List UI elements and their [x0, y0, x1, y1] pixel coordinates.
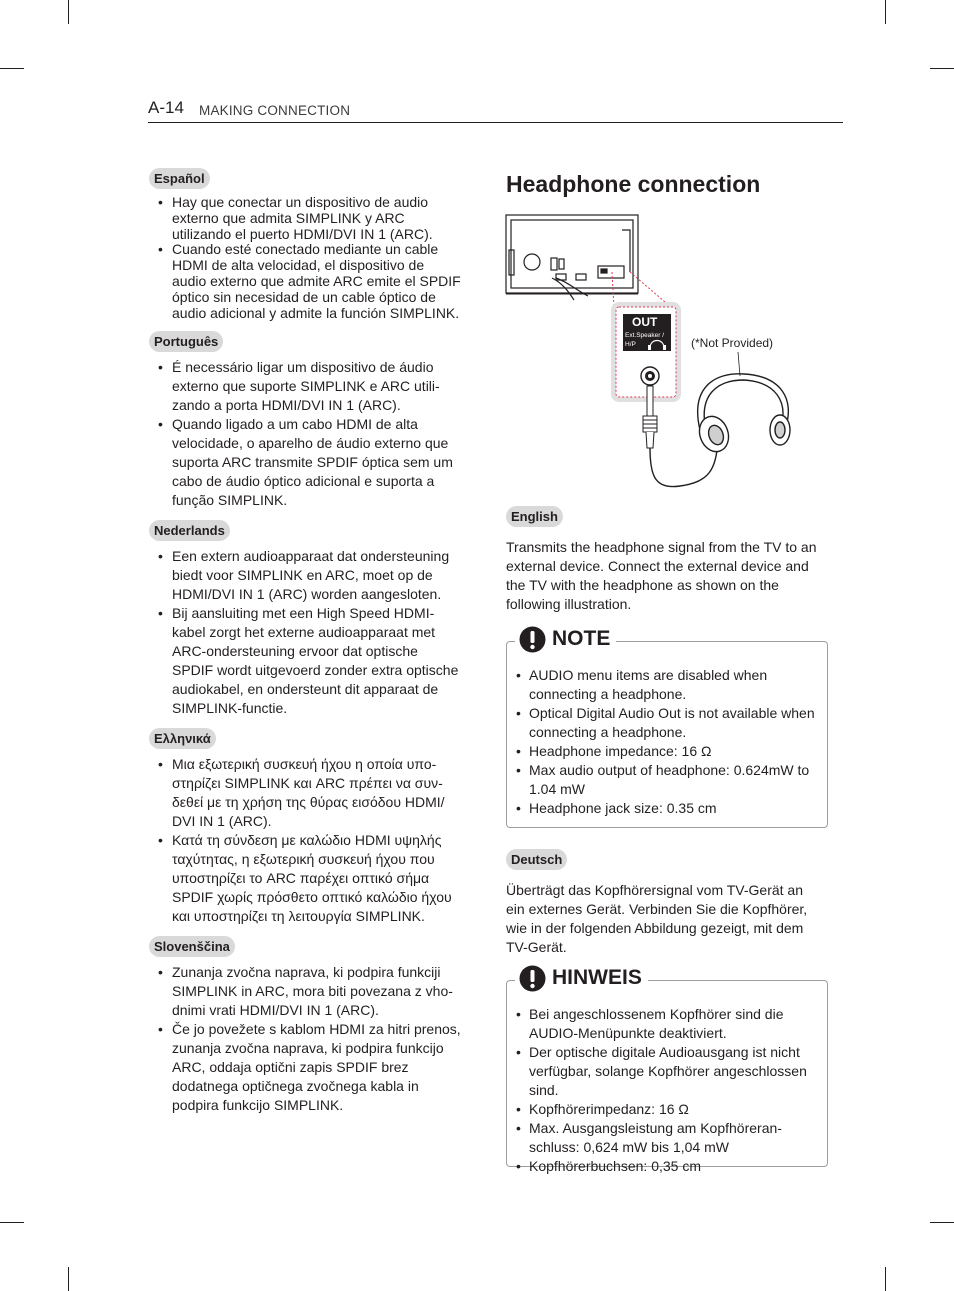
headphone-illustration — [695, 374, 790, 456]
headphone-connection-diagram — [504, 212, 804, 497]
note-item: • Headphone impedance: 16 Ω — [507, 742, 819, 761]
not-provided-label: (*Not Provided) — [691, 336, 774, 350]
list-item: • Če jo povežete s kablom HDMI za hitri prenos, zunanja zvočna naprava, ki podpira funkcijo ARC, oddaja optični zapis SPDIF brez dodatnega optičnega zvočnega kabla in podpira funkcijo SIMPLINK. — [149, 1020, 461, 1115]
lang-tag: Ελληνικά — [149, 728, 216, 749]
crop-mark — [930, 68, 954, 69]
note-item: • Max audio output of headphone: 0.624mW to 1.04 mW — [507, 761, 819, 799]
crop-mark — [68, 1267, 69, 1291]
tv-panel-illustration — [506, 215, 638, 300]
lang-tag: Português — [149, 331, 223, 352]
list-item: • Quando ligado a um cabo HDMI de alta velocidade, o aparelho de áudio externo que suporta ARC transmite SPDIF óptica sem um cabo de áudio óptico adicional e suporta a função SIMPLINK. — [149, 415, 461, 510]
lang-tag: Español — [149, 168, 210, 189]
page-number: A-14 — [148, 98, 184, 117]
lang-block-el — [149, 728, 461, 926]
exclamation-icon — [519, 965, 546, 992]
left-column — [149, 168, 461, 1125]
list-item: • Zunanja zvočna naprava, ki podpira funkciji SIMPLINK in ARC, mora biti povezana z vho-dnimi vrati HDMI/DVI IN 1 (ARC). — [149, 963, 461, 1020]
list-item: • Μια εξωτερική συσκευή ήχου η οποία υπο-στηρίζει SIMPLINK και ARC πρέπει να συν-δεθεί με τη χρήση της θύρας εισόδου HDMI/ DVI IN 1 (ARC). — [149, 755, 461, 831]
note-header — [515, 624, 616, 654]
lang-tag-deutsch: Deutsch — [506, 849, 567, 870]
english-description: Transmits the headphone signal from the TV to an external device. Connect the external device and the TV with the headphone as shown on the following illustration. — [506, 539, 817, 612]
port-sublabel: Ext.Speaker / — [625, 332, 665, 339]
crop-mark — [885, 0, 886, 24]
note-item: • Kopfhörerimpedanz: 16 Ω — [507, 1100, 819, 1119]
page-header — [148, 98, 843, 123]
list-item: • É necessário ligar um dispositivo de áudio externo que suporte SIMPLINK e ARC utili-zando a porta HDMI/DVI IN 1 (ARC). — [149, 358, 461, 415]
page-title: Headphone connection — [506, 171, 761, 197]
crop-mark — [0, 1222, 24, 1223]
note-item: • Bei angeschlossenem Kopfhörer sind die AUDIO-Menüpunkte deaktiviert. — [507, 1005, 819, 1043]
list-item: • Cuando esté conectado mediante un cable HDMI de alta velocidad, el dispositivo de audio externo que admite ARC emite el SPDIF óptico sin necesidad de un cable óptico de audio adicional y admite la función SIMPLINK. — [149, 242, 461, 321]
note-item: • AUDIO menu items are disabled when connecting a headphone. — [507, 666, 819, 704]
lang-block-pt — [149, 331, 461, 510]
note-label: HINWEIS — [552, 966, 642, 989]
note-item: • Headphone jack size: 0.35 cm — [507, 799, 819, 818]
note-box-deutsch — [506, 966, 828, 1174]
crop-mark — [930, 1222, 954, 1223]
lang-block-sl — [149, 936, 461, 1115]
exclamation-icon — [519, 626, 546, 653]
list-item: • Een extern audioapparaat dat ondersteuning biedt voor SIMPLINK en ARC, moet op de HDMI/DVI IN 1 (ARC) worden aangesloten. — [149, 547, 461, 604]
lang-block-nl — [149, 520, 461, 718]
list-item: • Bij aansluiting met een High Speed HDMI-kabel zorgt het externe audioapparaat met ARC-ondersteuning ervoor dat optische SPDIF wordt uitgevoerd zonder extra optische audiokabel, en ondersteunt dit apparaat de SIMPLINK-functie. — [149, 604, 461, 718]
list-item: • Κατά τη σύνδεση με καλώδιο HDMI υψηλής ταχύτητας, η εξωτερική συσκευή ήχου που υποστηρίζει το ARC παρέχει οπτικό σήμα SPDIF χωρίς πρόσθετο οπτικό καλώδιο ήχου και υποστηρίζει τη λειτουργία SIMPLINK. — [149, 831, 461, 926]
note-box-english — [506, 627, 828, 828]
lang-block-es — [149, 168, 461, 321]
crop-mark — [68, 0, 69, 24]
note-item: • Kopfhörerbuchsen: 0,35 cm — [507, 1157, 819, 1176]
port-out-label: OUT — [632, 315, 658, 329]
deutsch-description: Überträgt das Kopfhörersignal vom TV-Gerät an ein externes Gerät. Verbinden Sie die Kopfhörer, wie in der folgenden Abbildung gezeigt, mit dem TV-Gerät. — [506, 882, 808, 955]
list-item: • Hay que conectar un dispositivo de audio externo que admita SIMPLINK y ARC utilizando el puerto HDMI/DVI IN 1 (ARC). — [149, 195, 461, 242]
lang-tag: Slovenščina — [149, 936, 235, 957]
note-item: • Max. Ausgangsleistung am Kopfhöreran-schluss: 0,624 mW bis 1,04 mW — [507, 1119, 819, 1157]
crop-mark — [0, 68, 24, 69]
crop-mark — [885, 1267, 886, 1291]
lang-tag-english: English — [506, 506, 563, 527]
port-sublabel-hp: H/P — [625, 341, 636, 348]
note-header — [515, 963, 648, 993]
note-item: • Optical Digital Audio Out is not available when connecting a headphone. — [507, 704, 819, 742]
note-item: • Der optische digitale Audioausgang ist nicht verfügbar, solange Kopfhörer angeschlossen sind. — [507, 1043, 819, 1100]
lang-tag: Nederlands — [149, 520, 230, 541]
section-title: MAKING CONNECTION — [199, 103, 351, 118]
note-label: NOTE — [552, 627, 611, 650]
